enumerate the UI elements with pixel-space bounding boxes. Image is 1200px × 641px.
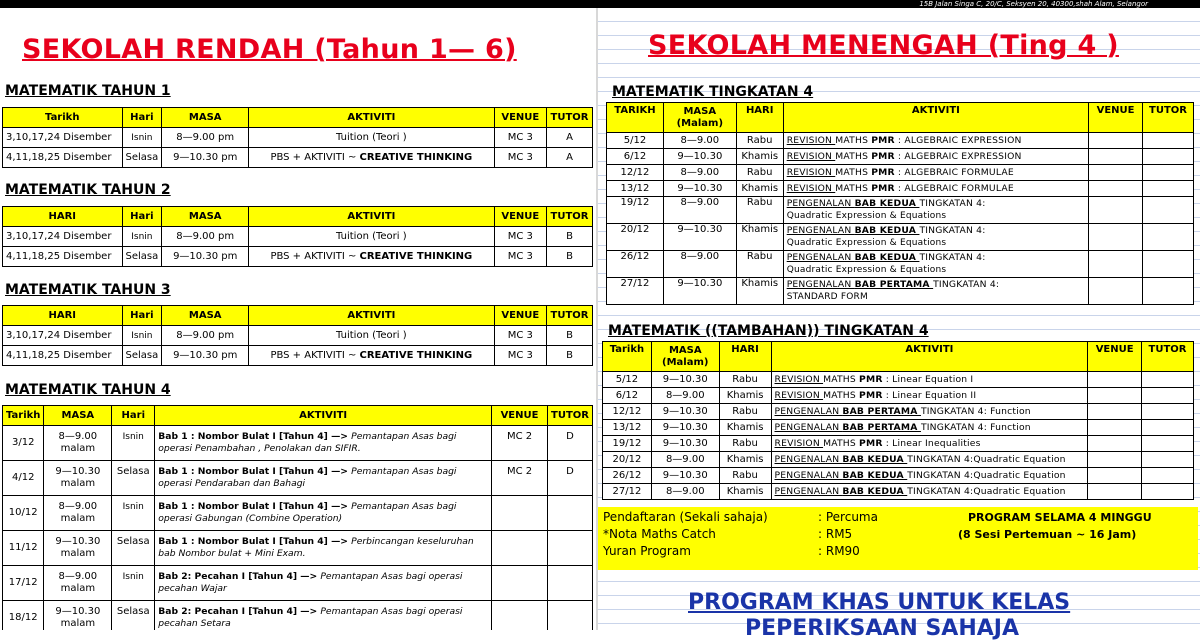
cell: REVISION MATHS PMR : ALGEBRAIC FORMULAE [783, 165, 1088, 181]
col-header: AKTIVITI [771, 342, 1088, 372]
col-header: HARI [736, 103, 783, 133]
col-header: Hari [122, 207, 162, 227]
table-row [607, 133, 1194, 149]
col-header: Hari [122, 306, 162, 326]
cell [1142, 452, 1194, 468]
cell: 8—9.00 [663, 251, 736, 278]
cell: 8—9.00 [651, 452, 719, 468]
cell: Bab 2: Pecahan I [Tahun 4] —> Pemantapan Asas bagi operasi pecahan Setara [155, 601, 492, 631]
cell: B [547, 247, 593, 267]
cell: A [547, 128, 593, 148]
cell: Rabu [736, 197, 783, 224]
cell: PENGENALAN BAB PERTAMA TINGKATAN 4: Function [771, 420, 1088, 436]
tahun4-heading: MATEMATIK TAHUN 4 [5, 382, 171, 398]
cell: 9—10.30 [651, 420, 719, 436]
table-row [603, 468, 1194, 484]
cell: MC 3 [494, 346, 546, 366]
cell: Khamis [736, 224, 783, 251]
col-header: HARI [3, 207, 123, 227]
cell: Tuition (Teori ) [249, 227, 494, 247]
cell: Rabu [719, 372, 771, 388]
cell [547, 601, 592, 631]
cell: PENGENALAN BAB KEDUA TINGKATAN 4: Quadratic Expression & Equations [783, 197, 1088, 224]
cell [1088, 388, 1142, 404]
col-header: AKTIVITI [249, 306, 494, 326]
cell: 8—9.00 malam [44, 566, 112, 601]
cell: PBS + AKTIVITI ~ CREATIVE THINKING [249, 148, 494, 168]
cell: Selasa [122, 346, 162, 366]
cell [1142, 388, 1194, 404]
table-row [603, 436, 1194, 452]
cell: MC 3 [494, 227, 546, 247]
cell: 8—9.00 pm [162, 227, 249, 247]
cell: 13/12 [607, 181, 664, 197]
col-header: Tarikh [603, 342, 652, 372]
cell [1143, 165, 1194, 181]
col-header: VENUE [1088, 342, 1142, 372]
col-header: Hari [112, 406, 155, 426]
cell: Isnin [112, 426, 155, 461]
cell: Selasa [122, 247, 162, 267]
cell: 9—10.30 [651, 468, 719, 484]
col-header: VENUE [494, 108, 546, 128]
cell [1089, 133, 1143, 149]
cell [1142, 404, 1194, 420]
ting4-heading: MATEMATIK TINGKATAN 4 [612, 84, 814, 100]
col-header: AKTIVITI [249, 207, 494, 227]
cell: Isnin [122, 326, 162, 346]
col-header: TUTOR [547, 207, 593, 227]
tahun1-table [2, 107, 593, 168]
primary-school-panel [0, 8, 598, 630]
table-row [607, 278, 1194, 305]
program-duration: PROGRAM SELAMA 4 MINGGU [968, 511, 1152, 524]
cell: Rabu [736, 251, 783, 278]
cell: Selasa [112, 601, 155, 631]
cell: REVISION MATHS PMR : ALGEBRAIC EXPRESSION [783, 149, 1088, 165]
cell [1089, 251, 1143, 278]
cell: 9—10.30 [651, 404, 719, 420]
cell: PBS + AKTIVITI ~ CREATIVE THINKING [249, 346, 494, 366]
cell: 4,11,18,25 Disember [3, 247, 123, 267]
cell [1088, 372, 1142, 388]
cell: B [547, 346, 593, 366]
table-row [3, 531, 593, 566]
col-header: TUTOR [1143, 103, 1194, 133]
cell: 3,10,17,24 Disember [3, 326, 123, 346]
cell: 9—10.30 pm [162, 148, 249, 168]
table-row [3, 227, 593, 247]
cell [1089, 165, 1143, 181]
cell [492, 496, 548, 531]
table-row [603, 452, 1194, 468]
cell: 9—10.30 pm [162, 346, 249, 366]
cell: REVISION MATHS PMR : ALGEBRAIC FORMULAE [783, 181, 1088, 197]
cell: 9—10.30 [651, 372, 719, 388]
col-header: AKTIVITI [249, 108, 494, 128]
col-header: HARI [3, 306, 123, 326]
cell: PENGENALAN BAB KEDUA TINGKATAN 4: Quadratic Expression & Equations [783, 251, 1088, 278]
table-row [3, 128, 593, 148]
cell: 12/12 [603, 404, 652, 420]
cell: Isnin [122, 128, 162, 148]
cell: Rabu [736, 133, 783, 149]
tahun3-table [2, 305, 593, 366]
cell: 11/12 [3, 531, 44, 566]
table-row [3, 566, 593, 601]
table-row [603, 388, 1194, 404]
table-row [3, 346, 593, 366]
cell: Khamis [736, 149, 783, 165]
cell: 17/12 [3, 566, 44, 601]
cell [492, 531, 548, 566]
cell: 8—9.00 [651, 484, 719, 500]
cell: 3,10,17,24 Disember [3, 128, 123, 148]
fee-label: *Nota Maths Catch [603, 527, 716, 541]
cell: Tuition (Teori ) [249, 128, 494, 148]
primary-school-title: SEKOLAH RENDAH (Tahun 1— 6) [22, 34, 517, 65]
cell [1088, 468, 1142, 484]
cell: 9—10.30 [663, 224, 736, 251]
cell: 27/12 [603, 484, 652, 500]
cell: 4,11,18,25 Disember [3, 148, 123, 168]
col-header: MASA [162, 207, 249, 227]
cell: 9—10.30 malam [44, 461, 112, 496]
top-bar [0, 0, 1200, 8]
table-row [3, 496, 593, 531]
col-header: VENUE [492, 406, 548, 426]
cell [1142, 372, 1194, 388]
cell: 12/12 [607, 165, 664, 181]
cell [1143, 133, 1194, 149]
cell [1143, 224, 1194, 251]
col-header: TUTOR [1142, 342, 1194, 372]
cell [1089, 278, 1143, 305]
cell [1089, 181, 1143, 197]
cell [1088, 452, 1142, 468]
cell: REVISION MATHS PMR : Linear Inequalities [771, 436, 1088, 452]
cell: 9—10.30 [651, 436, 719, 452]
cell [1142, 420, 1194, 436]
table-row [607, 165, 1194, 181]
special-program-subtitle: PEPERIKSAAN SAHAJA [745, 616, 1019, 641]
cell [1088, 436, 1142, 452]
col-header: MASA [44, 406, 112, 426]
cell: 4,11,18,25 Disember [3, 346, 123, 366]
cell: 4/12 [3, 461, 44, 496]
cell: REVISION MATHS PMR : Linear Equation I [771, 372, 1088, 388]
cell [1089, 197, 1143, 224]
cell: PENGENALAN BAB KEDUA TINGKATAN 4:Quadratic Equation [771, 468, 1088, 484]
cell: 19/12 [603, 436, 652, 452]
cell: MC 3 [494, 326, 546, 346]
secondary-school-title: SEKOLAH MENENGAH (Ting 4 ) [648, 30, 1119, 61]
cell: PENGENALAN BAB PERTAMA TINGKATAN 4: Function [771, 404, 1088, 420]
cell [492, 566, 548, 601]
cell: PBS + AKTIVITI ~ CREATIVE THINKING [249, 247, 494, 267]
cell: MC 3 [494, 247, 546, 267]
cell: PENGENALAN BAB PERTAMA TINGKATAN 4: STANDARD FORM [783, 278, 1088, 305]
cell: 26/12 [603, 468, 652, 484]
col-header: VENUE [494, 207, 546, 227]
cell: Isnin [112, 566, 155, 601]
col-header: TUTOR [547, 108, 593, 128]
tahun4-table [2, 405, 593, 630]
col-header: AKTIVITI [155, 406, 492, 426]
cell: Rabu [719, 436, 771, 452]
fee-value: : Percuma [818, 510, 878, 524]
cell: Isnin [122, 227, 162, 247]
col-header: MASA (Malam) [651, 342, 719, 372]
cell: 9—10.30 malam [44, 531, 112, 566]
cell [1088, 404, 1142, 420]
cell [547, 566, 592, 601]
cell: 9—10.30 pm [162, 247, 249, 267]
cell: 27/12 [607, 278, 664, 305]
cell [547, 496, 592, 531]
tambahan-table [602, 341, 1194, 500]
table-row [603, 420, 1194, 436]
address-text: 15B Jalan Singa C, 20/C, Seksyen 20, 40300,shah Alam, Selangor [919, 0, 1148, 8]
cell [1143, 181, 1194, 197]
table-row [607, 181, 1194, 197]
cell: Bab 1 : Nombor Bulat I [Tahun 4] —> Pemantapan Asas bagi operasi Pendaraban dan Bahagi [155, 461, 492, 496]
table-row [607, 224, 1194, 251]
cell: 26/12 [607, 251, 664, 278]
cell [1142, 468, 1194, 484]
table-row [603, 372, 1194, 388]
cell: Khamis [719, 452, 771, 468]
tahun2-heading: MATEMATIK TAHUN 2 [5, 182, 171, 198]
special-program-title: PROGRAM KHAS UNTUK KELAS [688, 590, 1071, 615]
table-row [3, 148, 593, 168]
col-header: Tarikh [3, 406, 44, 426]
cell: Bab 1 : Nombor Bulat I [Tahun 4] —> Perbincangan keseluruhan bab Nombor bulat + Mini Exam. [155, 531, 492, 566]
cell: MC 2 [492, 426, 548, 461]
cell [1089, 149, 1143, 165]
cell: Isnin [112, 496, 155, 531]
cell: Rabu [719, 404, 771, 420]
cell: 8—9.00 [663, 165, 736, 181]
cell: Tuition (Teori ) [249, 326, 494, 346]
col-header: TUTOR [547, 306, 593, 326]
table-row [3, 326, 593, 346]
table-row [3, 247, 593, 267]
cell: MC 3 [494, 148, 546, 168]
cell [1142, 484, 1194, 500]
cell: B [547, 326, 593, 346]
cell: D [547, 461, 592, 496]
cell: REVISION MATHS PMR : ALGEBRAIC EXPRESSION [783, 133, 1088, 149]
cell: 8—9.00 pm [162, 128, 249, 148]
cell: PENGENALAN BAB KEDUA TINGKATAN 4: Quadratic Expression & Equations [783, 224, 1088, 251]
col-header: HARI [719, 342, 771, 372]
table-row [607, 149, 1194, 165]
cell [1142, 436, 1194, 452]
cell: Selasa [112, 461, 155, 496]
cell: 13/12 [603, 420, 652, 436]
tahun1-heading: MATEMATIK TAHUN 1 [5, 83, 171, 99]
table-row [603, 484, 1194, 500]
col-header: VENUE [1089, 103, 1143, 133]
cell: 9—10.30 [663, 181, 736, 197]
cell: 8—9.00 malam [44, 426, 112, 461]
col-header: AKTIVITI [783, 103, 1088, 133]
cell: 3/12 [3, 426, 44, 461]
cell: 8—9.00 [651, 388, 719, 404]
table-row [607, 197, 1194, 224]
cell: 9—10.30 malam [44, 601, 112, 631]
cell: Bab 1 : Nombor Bulat I [Tahun 4] —> Pemantapan Asas bagi operasi Gabungan (Combine Operation) [155, 496, 492, 531]
col-header: MASA [162, 306, 249, 326]
cell: Bab 1 : Nombor Bulat I [Tahun 4] —> Pemantapan Asas bagi operasi Penambahan , Penolakan dan SIFIR. [155, 426, 492, 461]
cell: Khamis [719, 388, 771, 404]
col-header: MASA (Malam) [663, 103, 736, 133]
table-row [3, 426, 593, 461]
cell [1143, 149, 1194, 165]
tahun3-heading: MATEMATIK TAHUN 3 [5, 282, 171, 298]
cell: 8—9.00 [663, 133, 736, 149]
cell: B [547, 227, 593, 247]
cell: 8—9.00 malam [44, 496, 112, 531]
cell: Selasa [112, 531, 155, 566]
cell [492, 601, 548, 631]
tambahan-heading: MATEMATIK ((TAMBAHAN)) TINGKATAN 4 [608, 323, 929, 339]
ting4-table [606, 102, 1194, 305]
cell: 10/12 [3, 496, 44, 531]
cell: 18/12 [3, 601, 44, 631]
fee-value: : RM5 [818, 527, 853, 541]
cell: Rabu [719, 468, 771, 484]
cell: 3,10,17,24 Disember [3, 227, 123, 247]
cell: MC 2 [492, 461, 548, 496]
cell: 5/12 [603, 372, 652, 388]
cell: 9—10.30 [663, 149, 736, 165]
cell: Bab 2: Pecahan I [Tahun 4] —> Pemantapan Asas bagi operasi pecahan Wajar [155, 566, 492, 601]
table-row [607, 251, 1194, 278]
program-sessions: (8 Sesi Pertemuan ~ 16 Jam) [958, 528, 1137, 541]
cell [1089, 224, 1143, 251]
fees-box [598, 507, 1198, 570]
cell: 9—10.30 [663, 278, 736, 305]
cell: 8—9.00 pm [162, 326, 249, 346]
col-header: Tarikh [3, 108, 123, 128]
cell: 6/12 [607, 149, 664, 165]
cell: Khamis [719, 484, 771, 500]
cell: PENGENALAN BAB KEDUA TINGKATAN 4:Quadratic Equation [771, 484, 1088, 500]
fee-label: Pendaftaran (Sekali sahaja) [603, 510, 768, 524]
cell: MC 3 [494, 128, 546, 148]
cell [1143, 251, 1194, 278]
cell [1088, 484, 1142, 500]
cell: 6/12 [603, 388, 652, 404]
cell: Rabu [736, 165, 783, 181]
cell: Khamis [736, 278, 783, 305]
table-row [603, 404, 1194, 420]
cell: 20/12 [607, 224, 664, 251]
tahun2-table [2, 206, 593, 267]
cell: A [547, 148, 593, 168]
cell: Khamis [719, 420, 771, 436]
cell: PENGENALAN BAB KEDUA TINGKATAN 4:Quadratic Equation [771, 452, 1088, 468]
table-row [3, 461, 593, 496]
fee-value: : RM90 [818, 544, 860, 558]
fee-label: Yuran Program [603, 544, 691, 558]
cell [1143, 278, 1194, 305]
cell: D [547, 426, 592, 461]
cell: 19/12 [607, 197, 664, 224]
col-header: TARIKH [607, 103, 664, 133]
cell: Selasa [122, 148, 162, 168]
cell: 20/12 [603, 452, 652, 468]
cell [1143, 197, 1194, 224]
cell: 5/12 [607, 133, 664, 149]
col-header: Hari [122, 108, 162, 128]
cell: Khamis [736, 181, 783, 197]
cell [1088, 420, 1142, 436]
col-header: MASA [162, 108, 249, 128]
cell [547, 531, 592, 566]
cell: REVISION MATHS PMR : Linear Equation II [771, 388, 1088, 404]
col-header: VENUE [494, 306, 546, 326]
cell: 8—9.00 [663, 197, 736, 224]
table-row [3, 601, 593, 631]
col-header: TUTOR [547, 406, 592, 426]
